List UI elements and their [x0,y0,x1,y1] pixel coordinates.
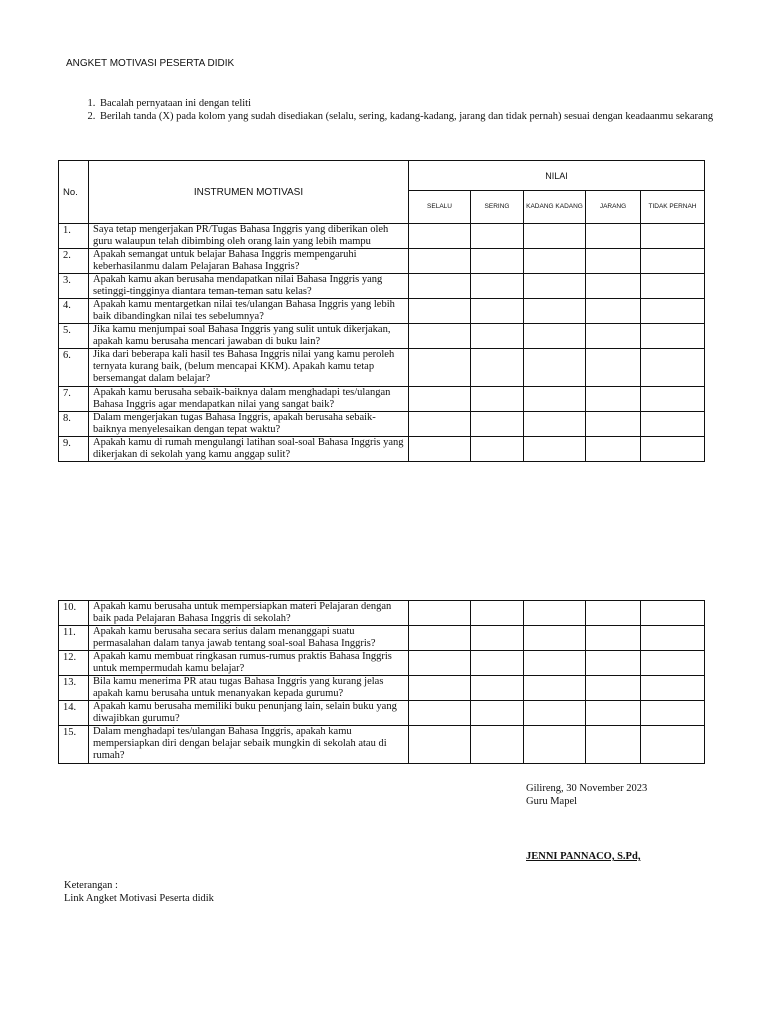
answer-cell-sering[interactable] [471,437,524,462]
answer-cell-kadang-kadang[interactable] [524,726,586,764]
answer-cell-sering[interactable] [471,224,524,249]
table-row [59,676,705,701]
answer-cell-tidak-pernah[interactable] [641,274,705,299]
item-number: 8. [59,412,89,437]
table-row [59,651,705,676]
item-number: 12. [59,651,89,676]
item-statement: Saya tetap mengerjakan PR/Tugas Bahasa Inggris yang diberikan oleh guru walaupun telah dibimbing oleh orang lain yang lebih mampu [89,224,409,249]
header-value: NILAI [409,161,705,191]
answer-cell-selalu[interactable] [409,349,471,387]
answer-cell-kadang-kadang[interactable] [524,249,586,274]
item-number: 11. [59,626,89,651]
item-statement: Dalam menghadapi tes/ulangan Bahasa Inggris, apakah kamu mempersiapkan diri dengan belajar sebaik mungkin di sekolah atau di rumah? [89,726,409,764]
answer-cell-sering[interactable] [471,299,524,324]
column-kadang-kadang: KADANG KADANG [524,191,586,224]
signature-role: Guru Mapel [526,796,578,807]
answer-cell-tidak-pernah[interactable] [641,626,705,651]
answer-cell-kadang-kadang[interactable] [524,437,586,462]
instruction-list [82,97,728,123]
table-row [59,412,705,437]
answer-cell-jarang[interactable] [586,324,641,349]
answer-cell-sering[interactable] [471,412,524,437]
item-statement: Apakah kamu berusaha secara serius dalam menanggapi suatu permasalahan dalam tanya jawab tentang soal-soal Bahasa Inggris? [89,626,409,651]
answer-cell-selalu[interactable] [409,299,471,324]
answer-cell-kadang-kadang[interactable] [524,387,586,412]
signature-block [526,782,647,808]
item-statement: Apakah kamu membuat ringkasan rumus-rumus praktis Bahasa Inggris untuk mempermudah kamu belajar? [89,651,409,676]
answer-cell-selalu[interactable] [409,601,471,626]
answer-cell-tidak-pernah[interactable] [641,701,705,726]
table-row [59,249,705,274]
column-jarang: JARANG [586,191,641,224]
questionnaire-table-page2 [58,600,705,764]
answer-cell-jarang[interactable] [586,299,641,324]
answer-cell-kadang-kadang[interactable] [524,676,586,701]
answer-cell-kadang-kadang[interactable] [524,274,586,299]
table-row [59,626,705,651]
answer-cell-tidak-pernah[interactable] [641,349,705,387]
item-statement: Bila kamu menerima PR atau tugas Bahasa Inggris yang kurang jelas apakah kamu berusaha untuk menanyakan kepada gurumu? [89,676,409,701]
item-number: 2. [59,249,89,274]
table-row [59,299,705,324]
answer-cell-tidak-pernah[interactable] [641,299,705,324]
answer-cell-sering[interactable] [471,701,524,726]
table-row [59,274,705,299]
answer-cell-selalu[interactable] [409,249,471,274]
answer-cell-jarang[interactable] [586,701,641,726]
table-row [59,601,705,626]
answer-cell-selalu[interactable] [409,701,471,726]
answer-cell-tidak-pernah[interactable] [641,437,705,462]
item-number: 10. [59,601,89,626]
item-number: 15. [59,726,89,764]
table-row [59,437,705,462]
table-row [59,224,705,249]
column-tidak-pernah: TIDAK PERNAH [641,191,705,224]
answer-cell-selalu[interactable] [409,274,471,299]
item-statement: Apakah kamu berusaha memiliki buku penunjang lain, selain buku yang diwajibkan gurumu? [89,701,409,726]
answer-cell-tidak-pernah[interactable] [641,676,705,701]
answer-cell-jarang[interactable] [586,387,641,412]
answer-cell-sering[interactable] [471,626,524,651]
answer-cell-selalu[interactable] [409,676,471,701]
item-statement: Apakah kamu berusaha untuk mempersiapkan materi Pelajaran dengan baik pada Pelajaran Bahasa Inggris di sekolah? [89,601,409,626]
answer-cell-selalu[interactable] [409,387,471,412]
answer-cell-tidak-pernah[interactable] [641,601,705,626]
header-no: No. [59,161,89,224]
questionnaire-table-page1 [58,160,705,462]
signature-name: JENNI PANNACO, S.Pd, [526,851,641,862]
instruction-item: 1. Bacalah pernyataan ini dengan teliti [98,97,728,110]
item-number: 7. [59,387,89,412]
answer-cell-selalu[interactable] [409,651,471,676]
item-statement: Apakah semangat untuk belajar Bahasa Inggris mempengaruhi keberhasilanmu dalam Pelajaran Bahasa Inggris? [89,249,409,274]
answer-cell-selalu[interactable] [409,324,471,349]
table-row [59,726,705,764]
answer-cell-sering[interactable] [471,324,524,349]
item-number: 5. [59,324,89,349]
item-number: 4. [59,299,89,324]
answer-cell-sering[interactable] [471,349,524,387]
answer-cell-kadang-kadang[interactable] [524,349,586,387]
answer-cell-tidak-pernah[interactable] [641,249,705,274]
answer-cell-kadang-kadang[interactable] [524,626,586,651]
answer-cell-jarang[interactable] [586,412,641,437]
signature-place-date: Gilireng, 30 November 2023 [526,783,648,794]
answer-cell-selalu[interactable] [409,437,471,462]
item-number: 9. [59,437,89,462]
table-row [59,349,705,387]
answer-cell-jarang[interactable] [586,349,641,387]
answer-cell-kadang-kadang[interactable] [524,299,586,324]
answer-cell-kadang-kadang[interactable] [524,701,586,726]
answer-cell-jarang[interactable] [586,224,641,249]
answer-cell-sering[interactable] [471,601,524,626]
table-row [59,387,705,412]
item-number: 6. [59,349,89,387]
answer-cell-jarang[interactable] [586,437,641,462]
item-statement: Jika dari beberapa kali hasil tes Bahasa Inggris nilai yang kamu peroleh ternyata kurang baik, (belum mencapai KKM). Apakah kamu tetap bersemangat dalam belajar? [89,349,409,387]
answer-cell-jarang[interactable] [586,651,641,676]
answer-cell-tidak-pernah[interactable] [641,224,705,249]
answer-cell-kadang-kadang[interactable] [524,224,586,249]
answer-cell-kadang-kadang[interactable] [524,651,586,676]
answer-cell-sering[interactable] [471,726,524,764]
answer-cell-jarang[interactable] [586,601,641,626]
answer-cell-selalu[interactable] [409,726,471,764]
answer-cell-selalu[interactable] [409,626,471,651]
answer-cell-jarang[interactable] [586,726,641,764]
item-statement: Dalam mengerjakan tugas Bahasa Inggris, apakah berusaha sebaik-baiknya menyelesaikan dengan tepat waktu? [89,412,409,437]
column-sering: SERING [471,191,524,224]
notes-block [64,879,214,905]
table-row [59,701,705,726]
table-row [59,324,705,349]
answer-cell-sering[interactable] [471,274,524,299]
answer-cell-jarang[interactable] [586,274,641,299]
item-statement: Apakah kamu berusaha sebaik-baiknya dalam menghadapi tes/ulangan Bahasa Inggris agar mendapatkan nilai yang sangat baik? [89,387,409,412]
answer-cell-kadang-kadang[interactable] [524,412,586,437]
instruction-item: 2. Berilah tanda (X) pada kolom yang sudah disediakan (selalu, sering, kadang-kadang, jarang dan tidak pernah) sesuai dengan keadaanmu sekarang [98,110,728,123]
answer-cell-jarang[interactable] [586,676,641,701]
answer-cell-selalu[interactable] [409,412,471,437]
header-instrument: INSTRUMEN MOTIVASI [89,161,409,224]
column-selalu: SELALU [409,191,471,224]
item-number: 1. [59,224,89,249]
answer-cell-kadang-kadang[interactable] [524,601,586,626]
item-statement: Apakah kamu di rumah mengulangi latihan soal-soal Bahasa Inggris yang dikerjakan di sekolah yang kamu anggap sulit? [89,437,409,462]
answer-cell-tidak-pernah[interactable] [641,726,705,764]
notes-label: Keterangan : [64,880,118,891]
item-statement: Apakah kamu mentargetkan nilai tes/ulangan Bahasa Inggris yang lebih baik dibandingkan nilai tes sebelumnya? [89,299,409,324]
item-number: 13. [59,676,89,701]
notes-text: Link Angket Motivasi Peserta didik [64,893,214,904]
answer-cell-selalu[interactable] [409,224,471,249]
answer-cell-jarang[interactable] [586,249,641,274]
item-number: 3. [59,274,89,299]
answer-cell-sering[interactable] [471,249,524,274]
answer-cell-tidak-pernah[interactable] [641,324,705,349]
answer-cell-sering[interactable] [471,651,524,676]
answer-cell-tidak-pernah[interactable] [641,651,705,676]
answer-cell-tidak-pernah[interactable] [641,387,705,412]
answer-cell-sering[interactable] [471,387,524,412]
answer-cell-kadang-kadang[interactable] [524,324,586,349]
document-title: ANGKET MOTIVASI PESERTA DIDIK [66,58,235,69]
item-statement: Apakah kamu akan berusaha mendapatkan nilai Bahasa Inggris yang setinggi-tingginya diantara teman-teman satu kelas? [89,274,409,299]
answer-cell-sering[interactable] [471,676,524,701]
answer-cell-tidak-pernah[interactable] [641,412,705,437]
item-number: 14. [59,701,89,726]
answer-cell-jarang[interactable] [586,626,641,651]
item-statement: Jika kamu menjumpai soal Bahasa Inggris yang sulit untuk dikerjakan, apakah kamu berusaha mencari jawaban di buku lain? [89,324,409,349]
